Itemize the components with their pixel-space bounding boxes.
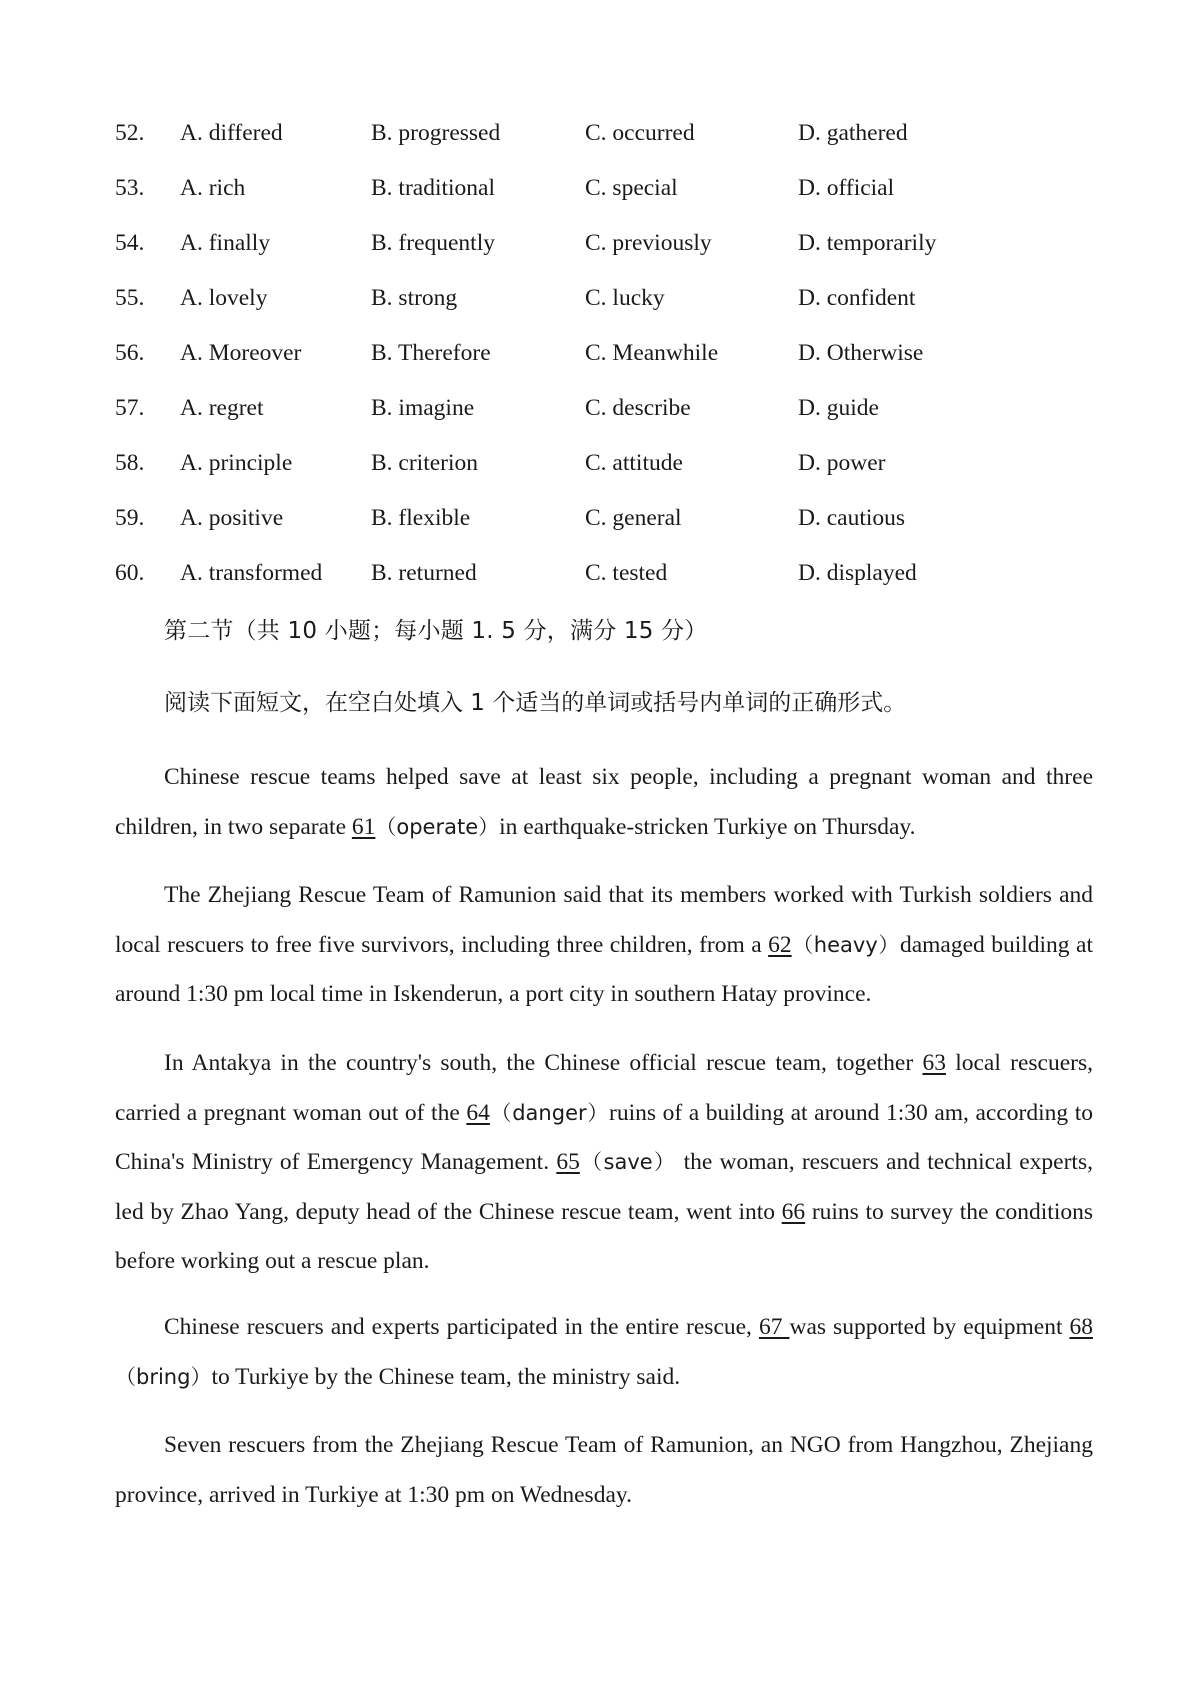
passage-text: Chinese rescue teams helped save at least six people, including a pregnant woman and three children, in two separate	[115, 764, 1093, 840]
section-instruction: 阅读下面短文，在空白处填入 1 个适当的单词或括号内单词的正确形式。	[164, 690, 907, 716]
question-number: 54.	[115, 230, 145, 256]
question-row-57	[115, 393, 1115, 448]
passage-paragraph-4	[115, 1303, 1093, 1402]
question-row-55	[115, 283, 1115, 338]
question-row-60	[115, 558, 1115, 613]
option-c: C. general	[585, 505, 682, 531]
question-number: 56.	[115, 340, 145, 366]
question-number: 58.	[115, 450, 145, 476]
option-d: D. cautious	[798, 505, 906, 531]
option-d: D. official	[798, 175, 895, 201]
option-b: B. progressed	[371, 120, 501, 146]
word-hint-64: （danger）	[489, 1100, 610, 1125]
option-d: D. guide	[798, 395, 879, 421]
question-number: 57.	[115, 395, 145, 421]
option-b: B. flexible	[371, 505, 471, 531]
blank-63: 63	[922, 1050, 946, 1076]
blank-64: 64	[466, 1099, 490, 1126]
option-a: A. regret	[180, 395, 264, 421]
option-a: A. rich	[180, 175, 246, 201]
passage-text: The Zhejiang Rescue Team of Ramunion said that its members worked with Turkish soldiers and local rescuers to free five survivors, including three children, from a	[115, 882, 1093, 958]
blank-61: 61	[351, 813, 376, 840]
option-a: A. transformed	[180, 560, 323, 586]
word-hint-65: （save）	[579, 1150, 677, 1174]
option-c: C. lucky	[585, 285, 665, 311]
option-c: C. previously	[585, 230, 712, 256]
passage-text: Chinese rescuers and experts participated in the entire rescue,	[164, 1314, 759, 1340]
word-hint-68: （bring）	[115, 1364, 212, 1389]
option-d: D. gathered	[798, 120, 908, 146]
question-row-58	[115, 448, 1115, 503]
option-a: A. differed	[180, 120, 283, 146]
option-b: B. imagine	[371, 395, 475, 421]
question-row-56	[115, 338, 1115, 393]
option-a: A. positive	[180, 505, 284, 531]
passage-text: ruins to survey the conditions before working out a rescue plan.	[115, 1198, 1093, 1274]
passage-text: the woman, rescuers and technical experts, led by Zhao Yang, deputy head of the Chinese rescue team, went into	[115, 1149, 1093, 1225]
option-d: D. power	[798, 450, 886, 476]
passage-text: Seven rescuers from the Zhejiang Rescue Team of Ramunion, an NGO from Hangzhou, Zhejiang province, arrived in Turkiye at 1:30 pm on Wednesday.	[115, 1432, 1093, 1508]
option-c: C. Meanwhile	[585, 340, 719, 366]
passage-text: damaged building at around 1:30 pm local time in Iskenderun, a port city in southern Hatay province.	[115, 931, 1093, 1007]
option-b: B. frequently	[371, 230, 495, 256]
option-c: C. occurred	[585, 120, 695, 146]
question-number: 60.	[115, 560, 145, 586]
blank-65: 65	[556, 1149, 580, 1175]
question-number: 55.	[115, 285, 145, 311]
question-number: 59.	[115, 505, 145, 531]
option-a: A. lovely	[180, 285, 268, 311]
option-a: A. Moreover	[180, 340, 302, 366]
question-number: 53.	[115, 175, 145, 201]
passage-text: In Antakya in the country's south, the Chinese official rescue team, together	[164, 1050, 923, 1076]
word-hint-61: （operate）	[375, 814, 500, 839]
option-b: B. returned	[371, 560, 477, 586]
option-b: B. strong	[371, 285, 458, 311]
blank-68: 68	[1069, 1314, 1093, 1340]
option-b: B. traditional	[371, 175, 496, 201]
passage-paragraph-5	[115, 1421, 1093, 1520]
option-a: A. principle	[180, 450, 293, 476]
question-row-53	[115, 173, 1115, 228]
option-b: B. criterion	[371, 450, 479, 476]
passage-paragraph-3	[115, 1039, 1093, 1287]
option-b: B. Therefore	[371, 340, 491, 366]
question-row-52	[115, 118, 1115, 173]
question-row-59	[115, 503, 1115, 558]
blank-67: 67	[758, 1314, 790, 1340]
multiple-choice-options	[115, 118, 1115, 613]
option-d: D. displayed	[798, 560, 917, 586]
passage-text: to Turkiye by the Chinese team, the ministry said.	[211, 1363, 681, 1390]
option-c: C. describe	[585, 395, 691, 421]
blank-62: 62	[768, 931, 792, 958]
passage-text: in earthquake-stricken Turkiye on Thursday.	[499, 813, 916, 840]
question-number: 52.	[115, 120, 145, 146]
word-hint-62: （heavy）	[791, 932, 900, 957]
passage-text: local rescuers, carried a pregnant woman out of the	[115, 1050, 1093, 1126]
passage-paragraph-2	[115, 871, 1093, 1020]
blank-66: 66	[781, 1198, 806, 1225]
passage-text: was supported by equipment	[789, 1314, 1070, 1340]
option-c: C. attitude	[585, 450, 683, 476]
option-c: C. tested	[585, 560, 668, 586]
option-c: C. special	[585, 175, 678, 201]
passage-paragraph-1	[115, 753, 1093, 852]
question-row-54	[115, 228, 1115, 283]
option-d: D. confident	[798, 285, 916, 311]
option-d: D. Otherwise	[798, 340, 924, 366]
option-d: D. temporarily	[798, 230, 937, 256]
passage-text: ruins of a building at around 1:30 am, according to China's Ministry of Emergency Management.	[115, 1099, 1093, 1175]
section-heading: 第二节（共 10 小题；每小题 1. 5 分，满分 15 分）	[164, 618, 708, 644]
option-a: A. finally	[180, 230, 271, 256]
